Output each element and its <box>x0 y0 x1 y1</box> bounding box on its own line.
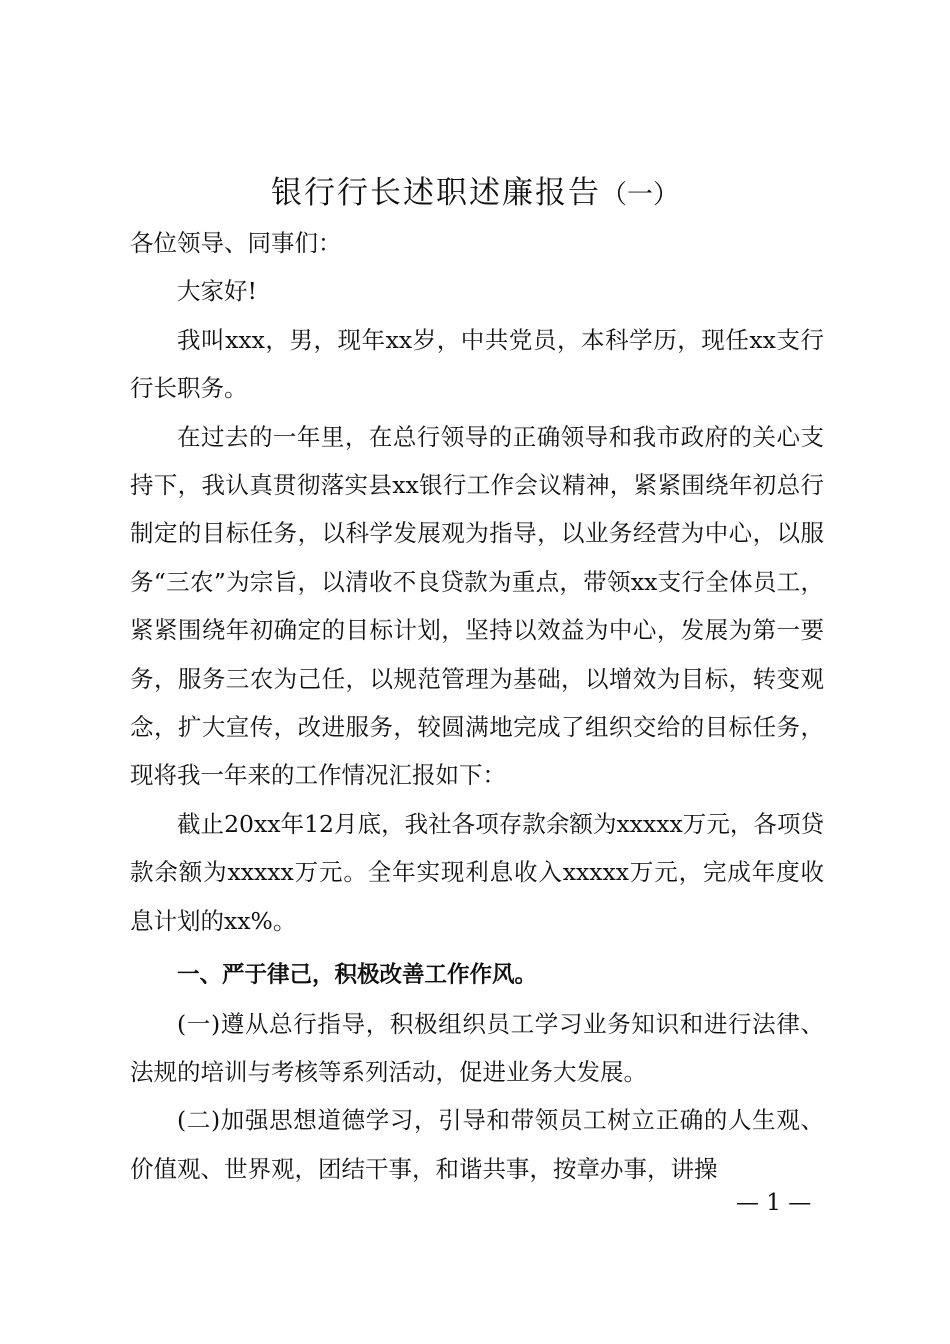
section-item-1: (一)遵从总行指导，积极组织员工学习业务知识和进行法律、法规的培训与考核等系列活动，促进业务大发展。 <box>130 1009 824 1086</box>
section-item-2: (二)加强思想道德学习，引导和带领员工树立正确的人生观、价值观、世界观，团结干事，和谐共事，按章办事，讲操 <box>130 1106 824 1183</box>
section-heading: 一、严于律己，积极改善工作作风。 <box>177 962 538 989</box>
salutation: 各位领导、同事们： <box>130 229 342 257</box>
greeting: 大家好! <box>177 277 257 306</box>
paragraph-summary: 在过去的一年里，在总行领导的正确领导和我市政府的关心支持下，我认真贯彻落实县xx银行工作会议精神，紧紧围绕年初总行制定的目标任务，以科学发展观为指导，以业务经营为中心，以服务“三农”为宗旨，以清收不良贷款为重点，带领xx支行全体员工，紧紧围绕年初确定的目标计划，坚持以效益为中心，发展为第一要务，服务三农为己任，以规范管理为基础，以增效为目标，转变观念，扩大宣传，改进服务，较圆满地完成了组织交给的目标任务，现将我一年来的工作情况汇报如下： <box>130 422 824 790</box>
document-title <box>0 168 950 220</box>
paragraph-figures: 截止20xx年12月底，我社各项存款余额为xxxxx万元，各项贷款余额为xxxxx万元。全年实现利息收入xxxxx万元，完成年度收息计划的xx%。 <box>130 809 824 935</box>
title-suffix: （一） <box>600 180 679 210</box>
page-number: — 1 — <box>736 1190 812 1216</box>
paragraph-intro: 我叫xxx，男，现年xx岁，中共党员，本科学历，现任xx支行行长职务。 <box>130 325 824 403</box>
document-body <box>130 219 824 1193</box>
title-main: 银行行长述职述廉报告 <box>270 175 601 211</box>
